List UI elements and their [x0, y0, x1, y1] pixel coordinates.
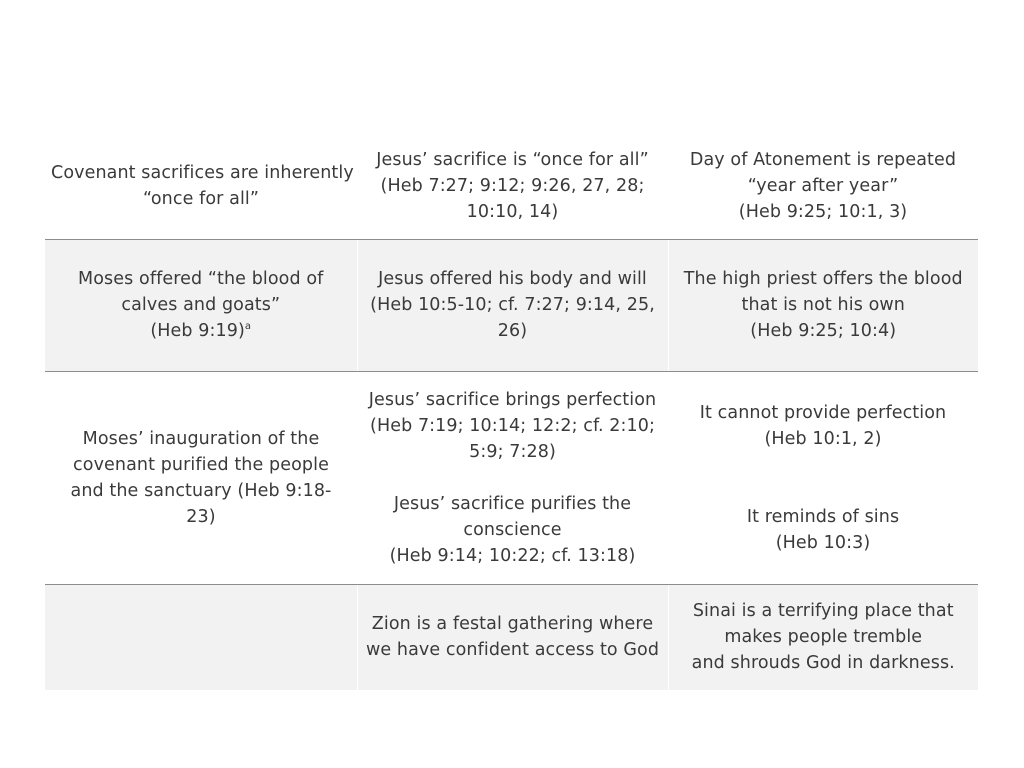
table-row: [45, 584, 978, 690]
cell-text-line: “once for all”: [142, 189, 260, 210]
cell-text-line: The high priest offers the blood: [683, 269, 963, 289]
cell-text-line: we have confident access to God: [365, 640, 660, 661]
cell-text: Moses’ inauguration of the covenant purified the people and the sanctuary (Heb 9:18-23): [70, 428, 332, 527]
cell-text-line: (Heb 9:25; 10:4): [750, 321, 897, 341]
cell-text-line: and shrouds God in darkness.: [691, 653, 955, 674]
cell-text-line: (Heb 10:5-10; cf. 7:27; 9:14, 25,: [370, 295, 655, 315]
table-cell-r2-c1: [45, 239, 357, 371]
cell-text-line: Covenant sacrifices are inherently: [51, 163, 354, 184]
table-cell-r3-c3: [668, 371, 978, 584]
cell-text-line: (Heb 10:1, 2): [764, 428, 882, 449]
comparison-table: [45, 134, 978, 690]
table-cell-r1-c2: [357, 134, 668, 239]
cell-text-line: “year after year”: [747, 176, 899, 197]
table-row: [45, 239, 978, 371]
table-cell-r2-c3: [668, 239, 978, 371]
cell-text-line: 5:9; 7:28): [469, 441, 556, 462]
cell-text-line: Jesus’ sacrifice is “once for all”: [376, 150, 649, 171]
cell-text-line: (Heb 7:27; 9:12; 9:26, 27, 28;: [380, 176, 645, 197]
cell-text-line: 26): [497, 321, 528, 341]
cell-block-sins: [674, 504, 972, 556]
block-spacer: [674, 452, 972, 504]
cell-text-line: (Heb 10:3): [775, 532, 871, 553]
cell-text-line: Zion is a festal gathering where: [371, 614, 654, 635]
cell-text-line: Jesus’ sacrifice brings perfection: [368, 389, 657, 410]
footnote-marker: a: [244, 321, 252, 333]
table-cell-r1-c1: [45, 134, 357, 239]
table-row: [45, 134, 978, 239]
cell-text: (Heb 9:19): [150, 321, 245, 341]
cell-block-perfection: [674, 400, 972, 452]
cell-text-line: Sinai is a terrifying place that: [692, 601, 954, 622]
table-cell-r2-c2: [357, 239, 668, 371]
cell-text-line: Moses offered “the blood of: [78, 269, 324, 289]
cell-text-line: conscience: [463, 519, 562, 540]
table-cell-r4-c1: [45, 584, 357, 690]
table-cell-r4-c2: [357, 584, 668, 690]
cell-text-line: Jesus’ sacrifice purifies the: [393, 493, 632, 514]
cell-text-line: (Heb 9:14; 10:22; cf. 13:18): [389, 545, 636, 566]
cell-text-line: calves and goats”: [121, 295, 281, 315]
cell-block-conscience: [363, 491, 662, 569]
cell-text-line: (Heb 9:25; 10:1, 3): [738, 202, 908, 223]
cell-text-line: makes people tremble: [724, 627, 923, 648]
cell-text-line: 10:10, 14): [466, 202, 559, 223]
cell-text-line: It cannot provide perfection: [699, 402, 947, 423]
cell-text-line: It reminds of sins: [746, 506, 900, 527]
table-cell-r1-c3: [668, 134, 978, 239]
cell-text-line: [51, 318, 351, 344]
cell-text-line: (Heb 7:19; 10:14; 12:2; cf. 2:10;: [370, 415, 655, 436]
table-cell-r3-c2: [357, 371, 668, 584]
block-spacer: [363, 465, 662, 491]
table-row: [45, 371, 978, 584]
table-cell-r4-c3: [668, 584, 978, 690]
table-cell-r3-c1: [45, 371, 357, 584]
cell-text-line: Jesus offered his body and will: [378, 269, 647, 289]
cell-text-line: that is not his own: [741, 295, 905, 315]
cell-block-perfection: [363, 387, 662, 465]
cell-text-line: Day of Atonement is repeated: [689, 150, 957, 171]
